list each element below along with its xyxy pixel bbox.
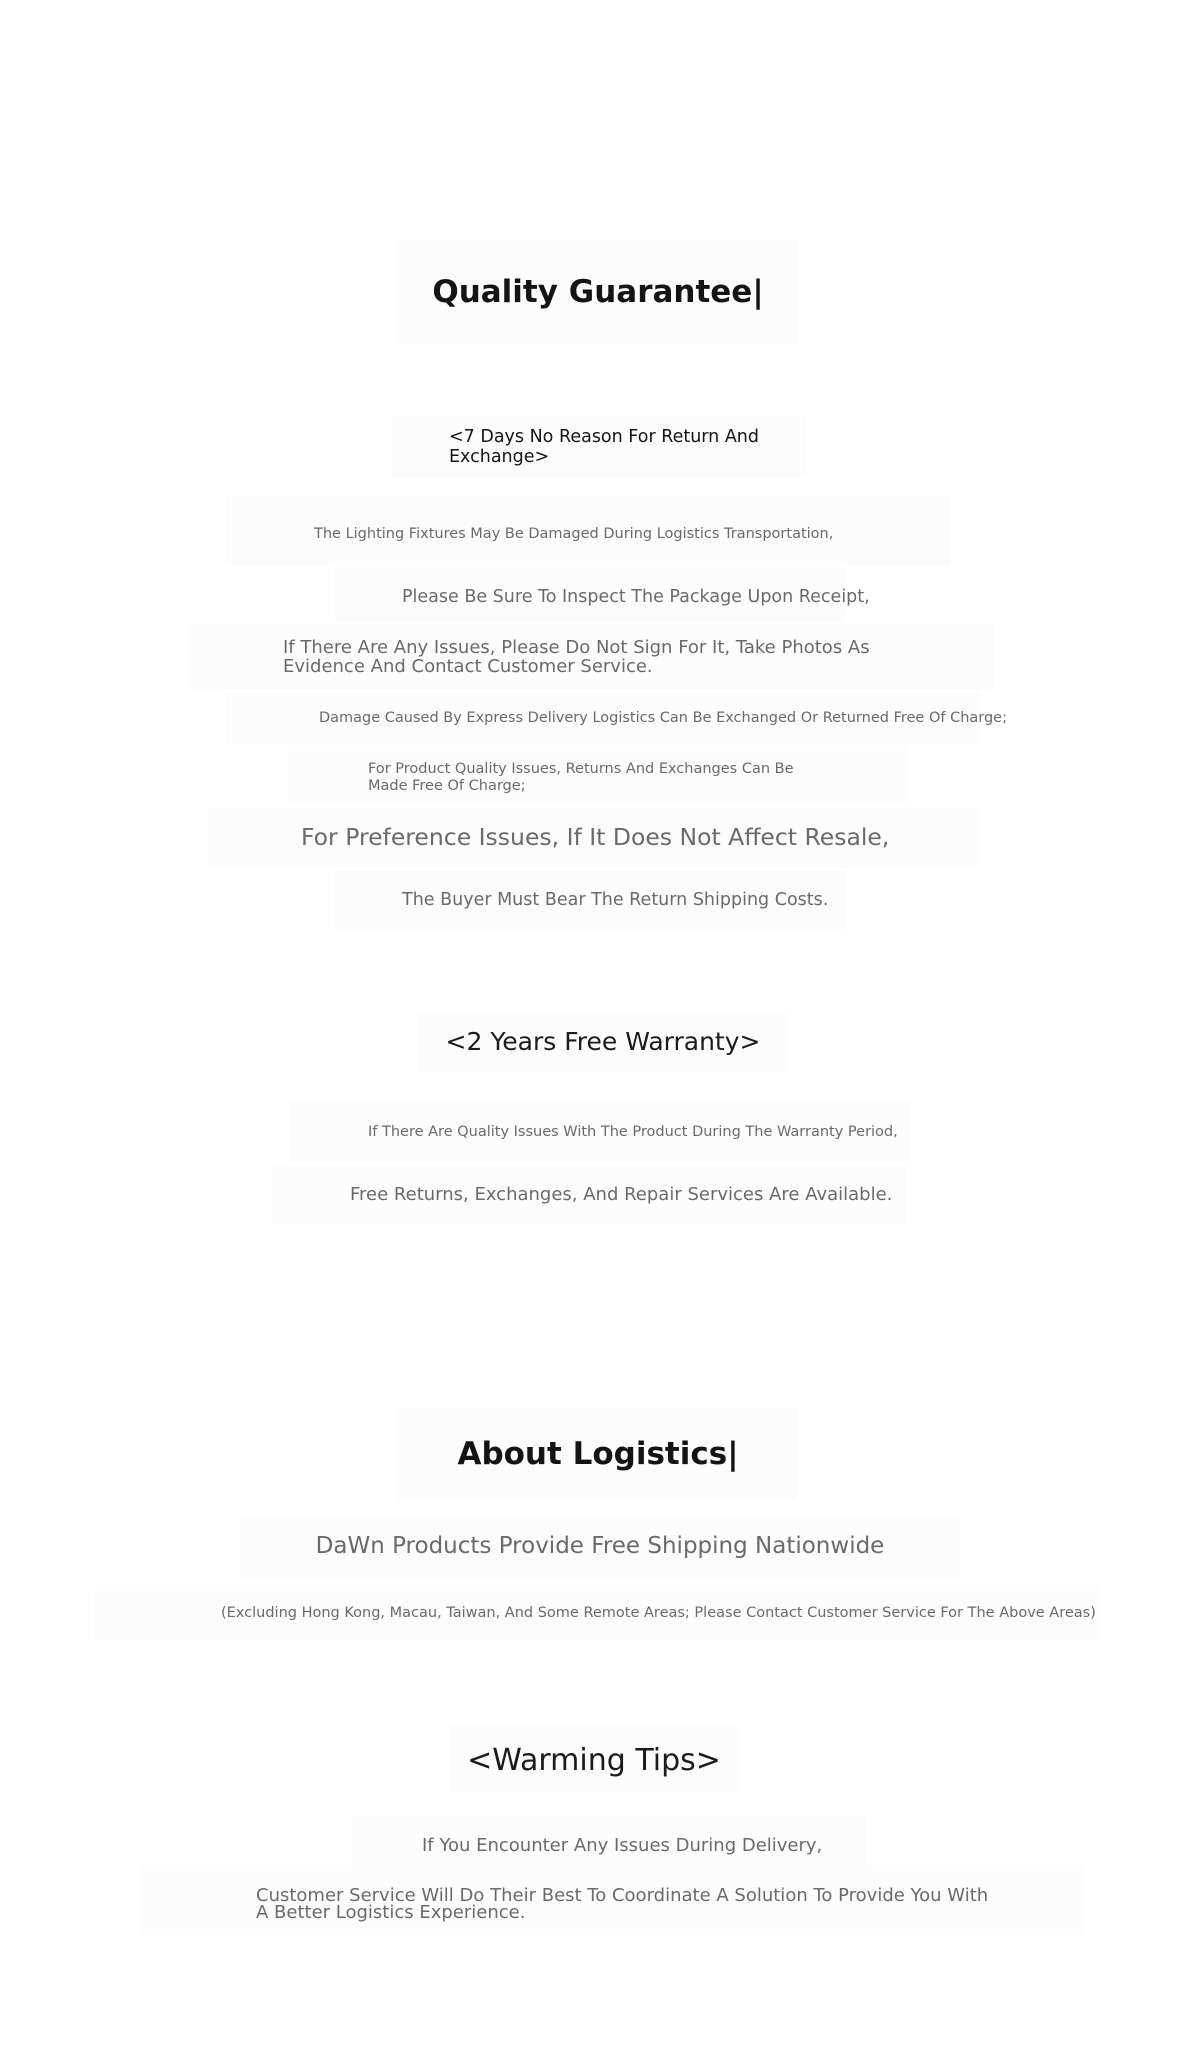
warranty-line-2-panel xyxy=(272,1165,907,1225)
return-line-5: For Product Quality Issues, Returns And Exchanges Can Be Made Free Of Charge; xyxy=(368,761,794,794)
return-line-3-panel xyxy=(190,624,995,690)
shipping-line: DaWn Products Provide Free Shipping Nationwide xyxy=(315,1533,885,1559)
return-line-5-panel xyxy=(288,745,908,805)
return-line-4-panel xyxy=(225,692,1007,744)
tips-heading-panel xyxy=(450,1726,738,1792)
return-line-1-panel xyxy=(225,496,950,566)
return-heading-panel xyxy=(392,415,807,478)
return-line-7: The Buyer Must Bear The Return Shipping Costs. xyxy=(402,890,829,910)
shipping-line-panel xyxy=(240,1518,960,1578)
warranty-line-2: Free Returns, Exchanges, And Repair Services Are Available. xyxy=(350,1184,893,1205)
return-line-2-panel xyxy=(335,567,870,622)
about-logistics-title: About Logistics| xyxy=(398,1408,798,1501)
warranty-line-1: If There Are Quality Issues With The Product During The Warranty Period, xyxy=(368,1124,898,1140)
return-line-7-panel xyxy=(335,870,845,932)
warranty-heading-panel xyxy=(418,1012,788,1072)
warranty-heading: <2 Years Free Warranty> xyxy=(445,1027,761,1056)
tips-line-2: Customer Service Will Do Their Best To Coordinate A Solution To Provide You With A Better Logistics Experience. xyxy=(256,1885,989,1923)
return-line-6-panel xyxy=(208,808,978,868)
tips-line-1: If You Encounter Any Issues During Delivery, xyxy=(422,1835,823,1856)
return-line-1: The Lighting Fixtures May Be Damaged During Logistics Transportation, xyxy=(314,526,834,542)
tips-line-2-panel xyxy=(142,1865,1084,1935)
shipping-exclusions: (Excluding Hong Kong, Macau, Taiwan, And Some Remote Areas; Please Contact Customer Service For The Above Areas) xyxy=(221,1605,1096,1621)
return-heading: <7 Days No Reason For Return And Exchange> xyxy=(449,427,760,467)
tips-heading: <Warming Tips> xyxy=(467,1743,721,1778)
return-line-3: If There Are Any Issues, Please Do Not Sign For It, Take Photos As Evidence And Contact Customer Service. xyxy=(283,637,870,677)
return-line-2: Please Be Sure To Inspect The Package Upon Receipt, xyxy=(402,587,870,607)
return-line-4: Damage Caused By Express Delivery Logistics Can Be Exchanged Or Returned Free Of Charge; xyxy=(319,710,1007,726)
warranty-line-1-panel xyxy=(290,1100,910,1162)
shipping-exclusions-panel xyxy=(95,1585,1100,1640)
return-line-6: For Preference Issues, If It Does Not Affect Resale, xyxy=(301,823,890,851)
quality-guarantee-title: Quality Guarantee| xyxy=(398,240,798,345)
